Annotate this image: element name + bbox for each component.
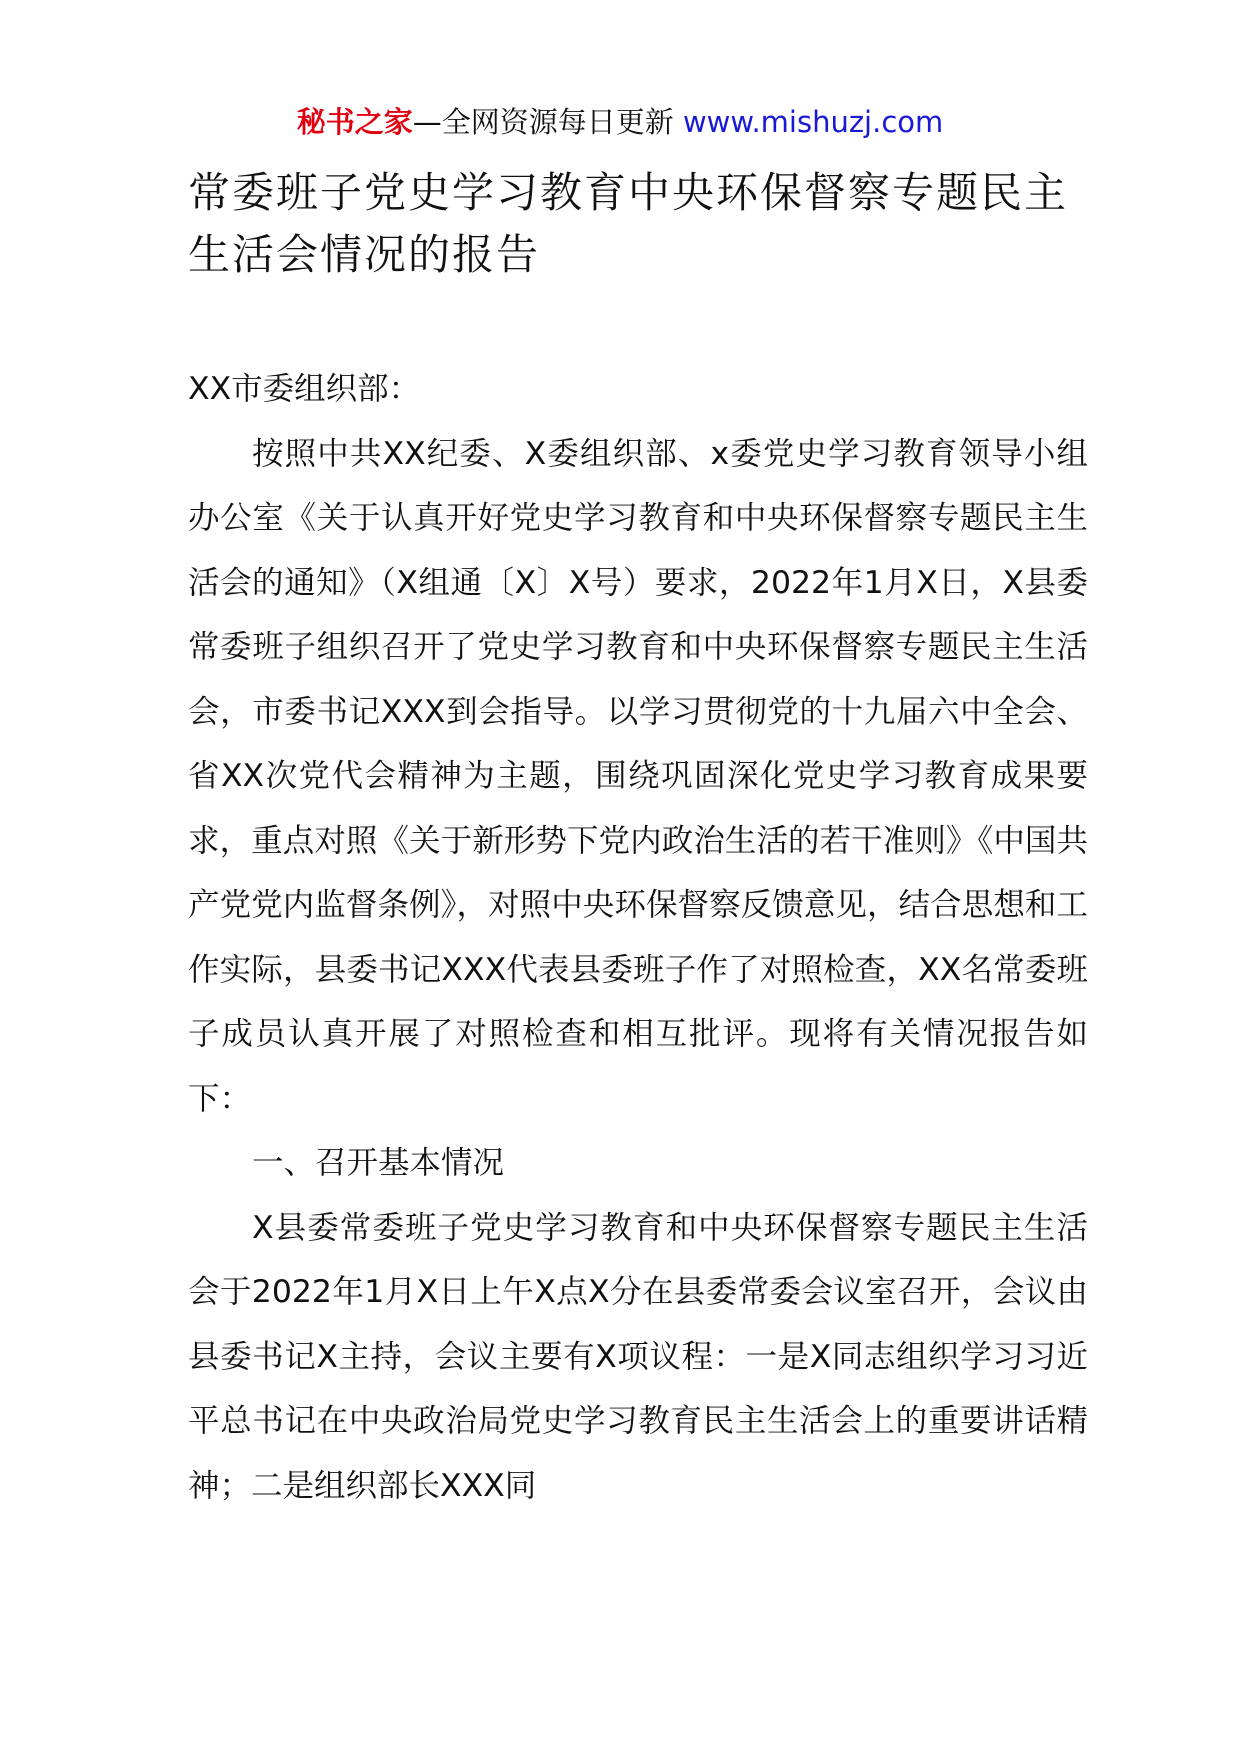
site-url-link[interactable]: www.mishuzj.com bbox=[682, 105, 944, 139]
document-title: 常委班子党史学习教育中央环保督察专题民主生活会情况的报告 bbox=[188, 168, 1069, 279]
salutation: XX市委组织部： bbox=[188, 371, 421, 407]
paragraph-intro: 按照中共XX纪委、X委组织部、x委党史学习教育领导小组办公室《关于认真开好党史学习教育和中央环保督察专题民主生活会的通知》（X组通〔X〕X号）要求，2022年1月X日，X县委常委班子组织召开了党史学习教育和中央环保督察专题民主生活会，市委书记XXX到会指导。以学习贯彻党的十九届六中全会、省XX次党代会精神为主题，围绕巩固深化党史学习教育成果要求，重点对照《关于新形势下党内政治生活的若干准则》《中国共产党党内监督条例》，对照中央环保督察反馈意见，结合思想和工作实际，县委书记XXX代表县委班子作了对照检查，XX名常委班子成员认真开展了对照检查和相互批评。现将有关情况报告如下： bbox=[188, 435, 1088, 1117]
paragraph-basic-situation: X县委常委班子党史学习教育和中央环保督察专题民主生活会于2022年1月X日上午X点X分在县委常委会议室召开，会议由县委书记X主持，会议主要有X项议程：一是X同志组织学习习近平总书记在中央政治局党史学习教育民主生活会上的重要讲话精神；二是组织部长XXX同 bbox=[188, 1209, 1088, 1504]
document-body bbox=[188, 357, 1088, 1518]
brand-name: 秘书之家 bbox=[296, 105, 413, 139]
section-heading-1: 一、召开基本情况 bbox=[252, 1145, 505, 1181]
site-tagline: —全网资源每日更新 bbox=[412, 105, 674, 139]
site-header bbox=[0, 102, 1240, 142]
